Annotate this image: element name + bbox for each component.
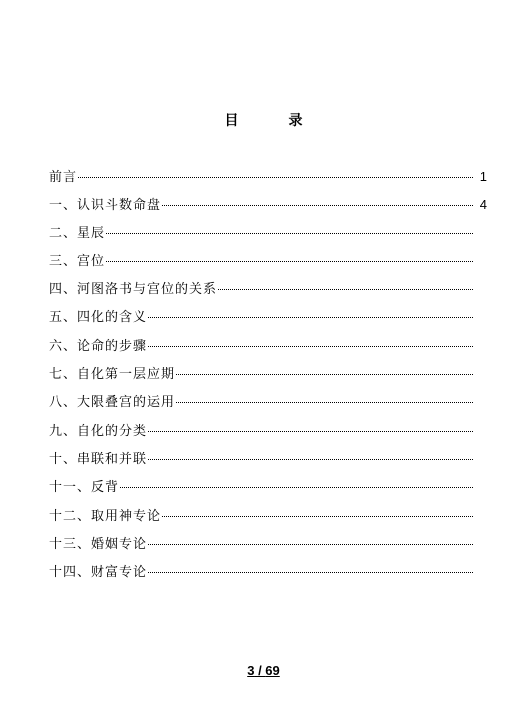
toc-entry[interactable] <box>49 479 487 507</box>
toc-entry-label: 一、认识斗数命盘 <box>49 198 162 214</box>
table-of-contents <box>49 168 487 592</box>
toc-dot-leader <box>148 346 473 347</box>
toc-entry[interactable] <box>49 536 487 564</box>
toc-dot-leader <box>106 261 473 262</box>
toc-entry-label: 十三、婚姻专论 <box>49 536 148 552</box>
toc-entry-label: 二、星辰 <box>49 225 106 241</box>
toc-entry-label: 四、河图洛书与宫位的关系 <box>49 282 218 298</box>
toc-dot-leader <box>176 402 473 403</box>
toc-entry[interactable] <box>49 394 487 422</box>
toc-dot-leader <box>148 431 473 432</box>
toc-dot-leader <box>148 459 473 460</box>
toc-entry[interactable] <box>49 309 487 337</box>
toc-entry[interactable] <box>49 423 487 451</box>
toc-entry[interactable] <box>49 338 487 366</box>
toc-entry-label: 三、宫位 <box>49 253 106 269</box>
toc-entry-label: 五、四化的含义 <box>49 310 148 326</box>
toc-entry[interactable] <box>49 508 487 536</box>
toc-dot-leader <box>78 177 473 178</box>
toc-dot-leader <box>106 233 473 234</box>
page-number-total: 69 <box>265 663 280 678</box>
page-footer <box>0 663 527 678</box>
toc-entry[interactable] <box>49 366 487 394</box>
toc-entry[interactable] <box>49 225 487 253</box>
page-number-current: 3 <box>247 663 255 678</box>
toc-entry[interactable] <box>49 564 487 592</box>
toc-title: 目 录 <box>224 113 321 129</box>
toc-dot-leader <box>176 374 473 375</box>
toc-dot-leader <box>162 516 473 517</box>
toc-entry-label: 九、自化的分类 <box>49 423 148 439</box>
toc-entry[interactable] <box>49 196 487 224</box>
toc-dot-leader <box>120 487 473 488</box>
toc-entry-label: 十四、财富专论 <box>49 565 148 581</box>
toc-dot-leader <box>148 572 473 573</box>
toc-entry-page-number: 1 <box>479 169 487 184</box>
toc-entry-page-number: 4 <box>479 197 487 213</box>
toc-entry-label: 十、串联和并联 <box>49 451 148 467</box>
toc-dot-leader <box>218 289 473 290</box>
toc-entry-label: 十一、反背 <box>49 480 120 496</box>
toc-dot-leader <box>162 205 473 206</box>
toc-dot-leader <box>148 544 473 545</box>
toc-entry-label: 八、大限叠宫的运用 <box>49 395 176 411</box>
toc-entry[interactable] <box>49 168 487 196</box>
page-number-separator: / <box>254 663 266 678</box>
toc-entry[interactable] <box>49 451 487 479</box>
toc-dot-leader <box>148 317 473 318</box>
toc-entry-label: 六、论命的步骤 <box>49 338 148 354</box>
toc-entry-label: 前言 <box>49 170 78 185</box>
toc-entry-label: 十二、取用神专论 <box>49 508 162 524</box>
toc-entry[interactable] <box>49 253 487 281</box>
toc-entry-label: 七、自化第一层应期 <box>49 367 176 383</box>
toc-entry[interactable] <box>49 281 487 309</box>
